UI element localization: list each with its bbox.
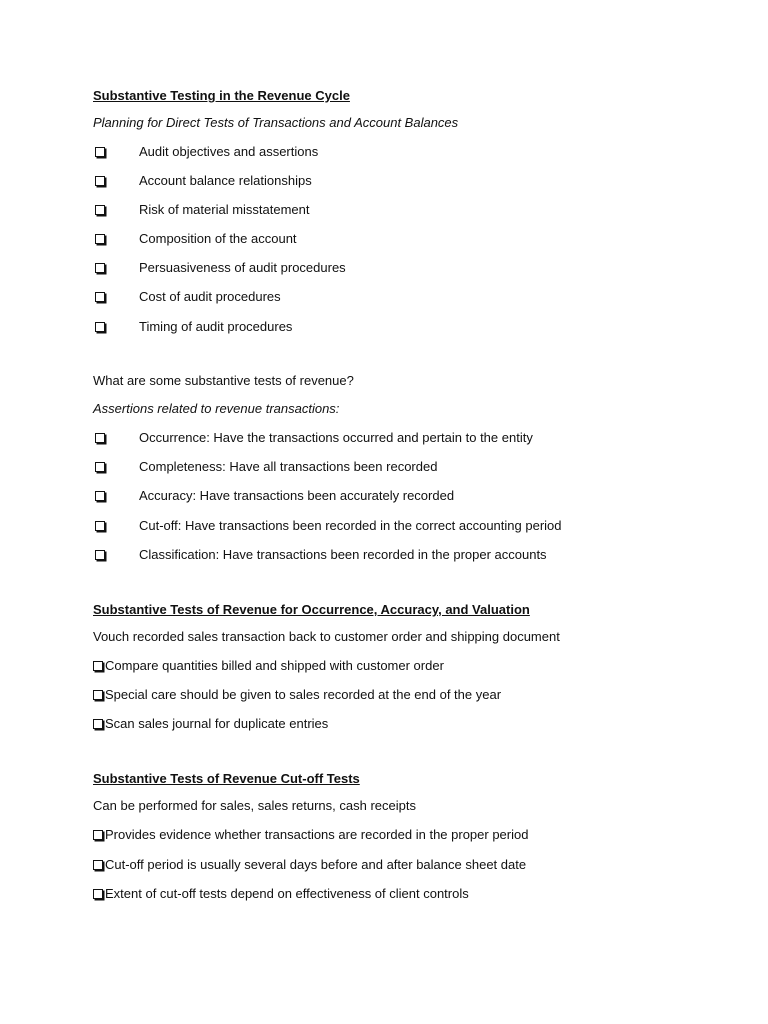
list-item-text: Timing of audit procedures: [139, 319, 293, 334]
checkbox-bullet-icon: [93, 830, 103, 840]
section-intro: Vouch recorded sales transaction back to customer order and shipping document: [93, 629, 560, 644]
checkbox-bullet-icon: [95, 263, 105, 273]
section-intro: Can be performed for sales, sales returns, cash receipts: [93, 798, 416, 813]
list-item: [93, 716, 328, 732]
list-item: [93, 886, 469, 902]
checkbox-bullet-icon: [93, 661, 103, 671]
section-subtitle: Assertions related to revenue transactions:: [93, 401, 340, 416]
list-item-text: Cost of audit procedures: [139, 289, 281, 304]
list-item-text: Account balance relationships: [139, 173, 312, 188]
list-item-text: Completeness: Have all transactions been recorded: [139, 459, 438, 474]
checkbox-bullet-icon: [95, 147, 105, 157]
list-item-text: Accuracy: Have transactions been accurately recorded: [139, 488, 455, 503]
checkbox-bullet-icon: [95, 322, 105, 332]
list-item-text: Compare quantities billed and shipped with customer order: [105, 658, 444, 673]
list-item-text: Extent of cut-off tests depend on effectiveness of client controls: [105, 886, 469, 901]
list-item-text: Composition of the account: [139, 231, 297, 246]
checkbox-bullet-icon: [93, 719, 103, 729]
section-title: Substantive Tests of Revenue Cut-off Tests: [93, 771, 360, 786]
list-item-text: Persuasiveness of audit procedures: [139, 260, 346, 275]
list-item: [93, 658, 444, 674]
checkbox-bullet-icon: [95, 521, 105, 531]
list-item-text: Scan sales journal for duplicate entries: [105, 716, 329, 731]
list-item-text: Audit objectives and assertions: [139, 144, 319, 159]
checkbox-bullet-icon: [95, 176, 105, 186]
list-item-text: Cut-off period is usually several days before and after balance sheet date: [105, 857, 527, 872]
checkbox-bullet-icon: [93, 889, 103, 899]
list-item-text: Risk of material misstatement: [139, 202, 310, 217]
checkbox-bullet-icon: [95, 205, 105, 215]
section-title: Substantive Tests of Revenue for Occurrence, Accuracy, and Valuation: [93, 602, 530, 617]
section-title: Substantive Testing in the Revenue Cycle: [93, 88, 350, 103]
checkbox-bullet-icon: [93, 860, 103, 870]
section-question: What are some substantive tests of revenue?: [93, 373, 354, 388]
checkbox-bullet-icon: [95, 491, 105, 501]
checkbox-bullet-icon: [95, 462, 105, 472]
list-item-text: Special care should be given to sales recorded at the end of the year: [105, 687, 502, 702]
checkbox-bullet-icon: [95, 292, 105, 302]
checkbox-bullet-icon: [95, 550, 105, 560]
list-item: [93, 857, 526, 873]
list-item-text: Occurrence: Have the transactions occurred and pertain to the entity: [139, 430, 533, 445]
section-subtitle: Planning for Direct Tests of Transactions and Account Balances: [93, 115, 459, 130]
list-item-text: Cut-off: Have transactions been recorded in the correct accounting period: [139, 518, 562, 533]
list-item: [93, 827, 528, 843]
list-item: [93, 687, 501, 703]
checkbox-bullet-icon: [95, 433, 105, 443]
checkbox-bullet-icon: [95, 234, 105, 244]
checkbox-bullet-icon: [93, 690, 103, 700]
list-item-text: Classification: Have transactions been recorded in the proper accounts: [139, 547, 547, 562]
list-item-text: Provides evidence whether transactions are recorded in the proper period: [105, 827, 529, 842]
